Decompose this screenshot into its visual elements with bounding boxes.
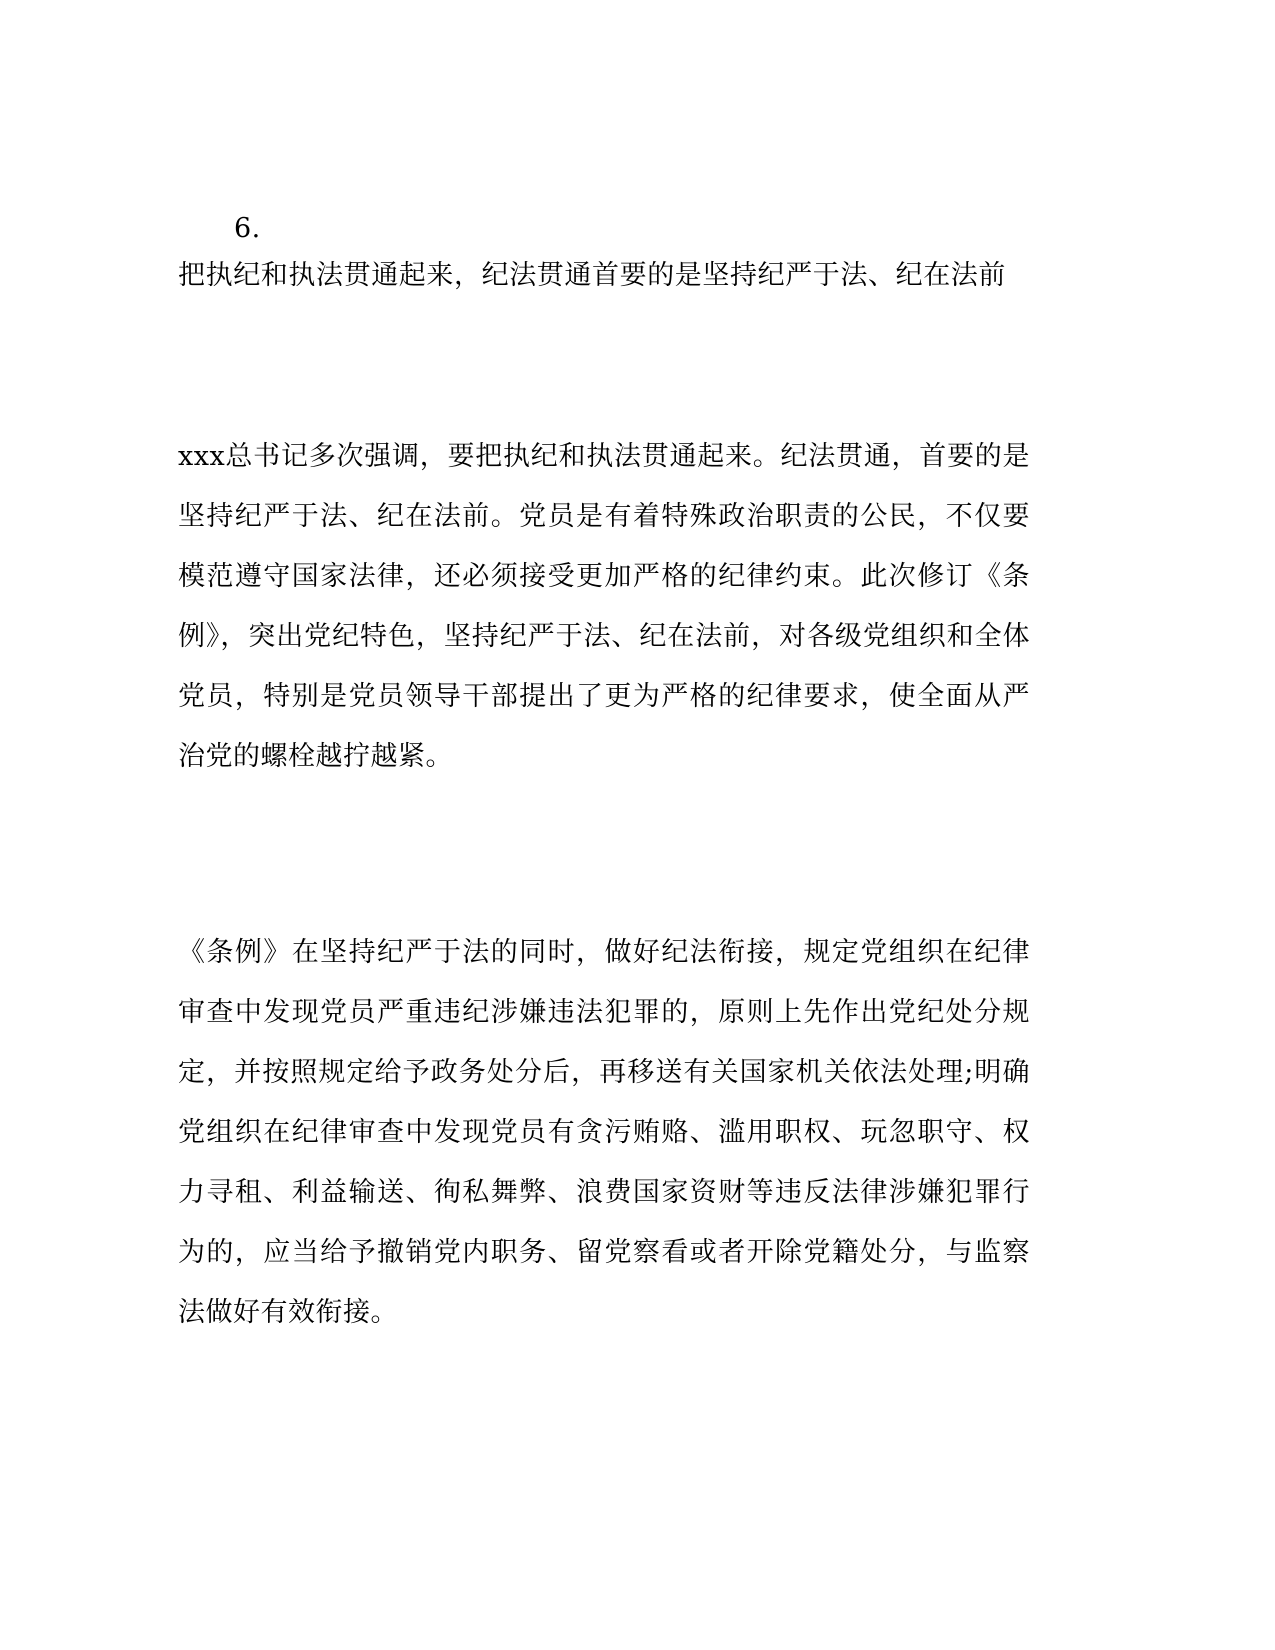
spacer-after-heading bbox=[178, 295, 1030, 427]
section-heading: 把执纪和执法贯通起来，纪法贯通首要的是坚持纪严于法、纪在法前 bbox=[178, 259, 1006, 291]
paragraph-2: 《条例》在坚持纪严于法的同时，做好纪法衔接，规定党组织在纪律审查中发现党员严重违纪涉嫌违法犯罪的，原则上先作出党纪处分规定，并按照规定给予政务处分后，再移送有关国家机关依法处理;明确党组织在纪律审查中发现党员有贪污贿赂、滥用职权、玩忽职守、权力寻租、利益输送、徇私舞弊、浪费国家资财等违反法律涉嫌犯罪行为的，应当给予撤销党内职务、留党察看或者开除党籍处分，与监察法做好有效衔接。 bbox=[178, 936, 1030, 1328]
document-body bbox=[178, 210, 1030, 1343]
section-number: 6. bbox=[234, 213, 261, 244]
spacer-between-paragraphs bbox=[178, 787, 1030, 923]
paragraph-1: xxx总书记多次强调，要把执纪和执法贯通起来。纪法贯通，首要的是坚持纪严于法、纪在法前。党员是有着特殊政治职责的公民，不仅要模范遵守国家法律，还必须接受更加严格的纪律约束。此次修订《条例》，突出党纪特色，坚持纪严于法、纪在法前，对各级党组织和全体党员，特别是党员领导干部提出了更为严格的纪律要求，使全面从严治党的螺栓越拧越紧。 bbox=[178, 440, 1030, 772]
